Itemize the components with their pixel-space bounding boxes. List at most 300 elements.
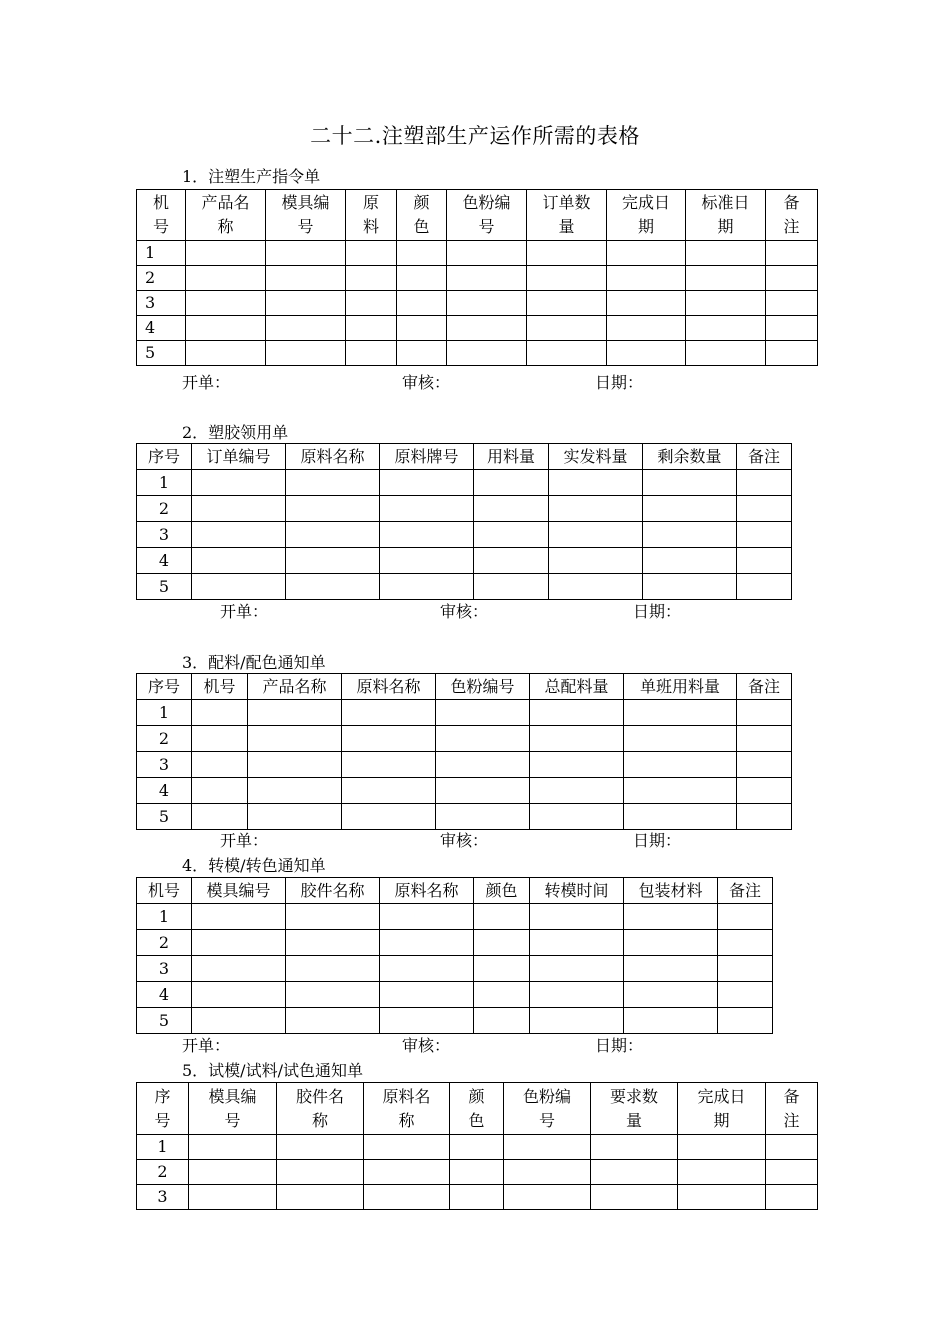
blank-cell[interactable] bbox=[192, 496, 286, 522]
table-row bbox=[137, 266, 818, 291]
blank-cell[interactable] bbox=[192, 548, 286, 574]
table-row bbox=[137, 291, 818, 316]
blank-cell[interactable] bbox=[186, 291, 266, 316]
blank-cell[interactable] bbox=[624, 904, 718, 930]
blank-cell[interactable] bbox=[686, 241, 766, 266]
blank-cell[interactable] bbox=[364, 1135, 450, 1160]
blank-cell[interactable] bbox=[527, 266, 607, 291]
blank-cell[interactable] bbox=[678, 1160, 766, 1185]
blank-cell[interactable] bbox=[189, 1135, 277, 1160]
blank-cell[interactable] bbox=[266, 241, 346, 266]
column-header-line: 称 bbox=[398, 1110, 415, 1130]
blank-cell[interactable] bbox=[530, 930, 624, 956]
blank-cell[interactable] bbox=[766, 291, 818, 316]
blank-cell[interactable] bbox=[277, 1135, 364, 1160]
blank-cell[interactable] bbox=[286, 982, 380, 1008]
blank-cell[interactable] bbox=[527, 241, 607, 266]
row-number: 4 bbox=[137, 316, 186, 341]
table-header-row bbox=[137, 878, 773, 904]
row-number: 3 bbox=[137, 1185, 189, 1210]
blank-cell[interactable] bbox=[549, 522, 643, 548]
column-header: 实发料量 bbox=[549, 444, 643, 470]
column-header: 机号 bbox=[137, 878, 192, 904]
column-header-line: 色粉编 bbox=[462, 193, 511, 212]
blank-cell[interactable] bbox=[718, 956, 773, 982]
blank-cell[interactable] bbox=[380, 982, 474, 1008]
blank-cell[interactable] bbox=[678, 1135, 766, 1160]
blank-cell[interactable] bbox=[549, 548, 643, 574]
date-label: 日期： bbox=[595, 1036, 644, 1055]
blank-cell[interactable] bbox=[624, 778, 737, 804]
column-header bbox=[527, 190, 607, 241]
column-header: 备注 bbox=[718, 878, 773, 904]
column-header: 原料名称 bbox=[286, 444, 380, 470]
form4-title: 4．转模/转色通知单 bbox=[182, 856, 326, 875]
table-row bbox=[137, 930, 773, 956]
blank-cell[interactable] bbox=[192, 752, 248, 778]
row-number: 1 bbox=[137, 470, 192, 496]
column-header-line: 模具编 bbox=[208, 1086, 257, 1106]
blank-cell[interactable] bbox=[530, 778, 624, 804]
blank-cell[interactable] bbox=[737, 752, 792, 778]
blank-cell[interactable] bbox=[286, 522, 380, 548]
form5-title: 5．试模/试料/试色通知单 bbox=[182, 1061, 363, 1080]
blank-cell[interactable] bbox=[266, 266, 346, 291]
column-header: 剩余数量 bbox=[643, 444, 737, 470]
table-row bbox=[137, 316, 818, 341]
blank-cell[interactable] bbox=[549, 574, 643, 600]
table-header-row bbox=[137, 674, 792, 700]
blank-cell[interactable] bbox=[766, 266, 818, 291]
row-number: 3 bbox=[137, 291, 186, 316]
blank-cell[interactable] bbox=[643, 496, 737, 522]
column-header-line: 序 bbox=[154, 1086, 171, 1106]
blank-cell[interactable] bbox=[192, 1008, 286, 1034]
blank-cell[interactable] bbox=[192, 982, 286, 1008]
blank-cell[interactable] bbox=[686, 291, 766, 316]
blank-cell[interactable] bbox=[766, 1135, 818, 1160]
blank-cell[interactable] bbox=[474, 470, 549, 496]
blank-cell[interactable] bbox=[766, 1185, 818, 1210]
table-header-row bbox=[137, 444, 792, 470]
blank-cell[interactable] bbox=[766, 241, 818, 266]
blank-cell[interactable] bbox=[766, 1160, 818, 1185]
blank-cell[interactable] bbox=[504, 1185, 591, 1210]
blank-cell[interactable] bbox=[737, 700, 792, 726]
column-header: 色粉编号 bbox=[436, 674, 530, 700]
row-number: 2 bbox=[137, 930, 192, 956]
blank-cell[interactable] bbox=[286, 1008, 380, 1034]
column-header-line: 要求数 bbox=[609, 1086, 658, 1106]
column-header-line: 号 bbox=[478, 217, 495, 236]
column-header bbox=[266, 190, 346, 241]
column-header-line: 颜 bbox=[468, 1086, 485, 1106]
column-header-line: 备 bbox=[783, 1086, 800, 1106]
blank-cell[interactable] bbox=[607, 291, 686, 316]
blank-cell[interactable] bbox=[192, 522, 286, 548]
column-header-line: 完成日 bbox=[697, 1086, 746, 1106]
column-header: 胶件名称 bbox=[286, 878, 380, 904]
column-header bbox=[277, 1083, 364, 1135]
table-row bbox=[137, 1185, 818, 1210]
column-header-line: 号 bbox=[152, 217, 169, 236]
reviewer-label: 审核： bbox=[402, 373, 451, 392]
table-header-row bbox=[137, 1083, 818, 1135]
row-number: 3 bbox=[137, 522, 192, 548]
blank-cell[interactable] bbox=[248, 778, 342, 804]
column-header bbox=[450, 1083, 504, 1135]
column-header: 包装材料 bbox=[624, 878, 718, 904]
column-header bbox=[686, 190, 766, 241]
column-header bbox=[346, 190, 397, 241]
blank-cell[interactable] bbox=[436, 700, 530, 726]
column-header: 原料名称 bbox=[380, 878, 474, 904]
blank-cell[interactable] bbox=[380, 930, 474, 956]
blank-cell[interactable] bbox=[450, 1135, 504, 1160]
blank-cell[interactable] bbox=[643, 522, 737, 548]
column-header bbox=[397, 190, 447, 241]
blank-cell[interactable] bbox=[450, 1160, 504, 1185]
blank-cell[interactable] bbox=[530, 752, 624, 778]
blank-cell[interactable] bbox=[591, 1160, 678, 1185]
blank-cell[interactable] bbox=[189, 1160, 277, 1185]
blank-cell[interactable] bbox=[248, 804, 342, 830]
column-header-line: 胶件名 bbox=[295, 1086, 344, 1106]
blank-cell[interactable] bbox=[266, 316, 346, 341]
blank-cell[interactable] bbox=[380, 956, 474, 982]
blank-cell[interactable] bbox=[346, 316, 397, 341]
blank-cell[interactable] bbox=[737, 778, 792, 804]
blank-cell[interactable] bbox=[678, 1185, 766, 1210]
blank-cell[interactable] bbox=[474, 1008, 530, 1034]
blank-cell[interactable] bbox=[186, 266, 266, 291]
blank-cell[interactable] bbox=[686, 266, 766, 291]
blank-cell[interactable] bbox=[474, 522, 549, 548]
blank-cell[interactable] bbox=[186, 241, 266, 266]
table-row bbox=[137, 574, 792, 600]
blank-cell[interactable] bbox=[266, 291, 346, 316]
blank-cell[interactable] bbox=[189, 1185, 277, 1210]
blank-cell[interactable] bbox=[397, 316, 447, 341]
blank-cell[interactable] bbox=[266, 341, 346, 366]
blank-cell[interactable] bbox=[380, 904, 474, 930]
blank-cell[interactable] bbox=[718, 982, 773, 1008]
row-number: 4 bbox=[137, 778, 192, 804]
blank-cell[interactable] bbox=[624, 752, 737, 778]
column-header-line: 期 bbox=[717, 217, 734, 236]
blank-cell[interactable] bbox=[474, 982, 530, 1008]
column-header-line: 期 bbox=[637, 217, 654, 236]
blank-cell[interactable] bbox=[643, 574, 737, 600]
blank-cell[interactable] bbox=[248, 752, 342, 778]
blank-cell[interactable] bbox=[527, 341, 607, 366]
blank-cell[interactable] bbox=[474, 956, 530, 982]
blank-cell[interactable] bbox=[397, 291, 447, 316]
column-header: 机号 bbox=[192, 674, 248, 700]
column-header-line: 颜 bbox=[413, 193, 430, 212]
row-number: 1 bbox=[137, 904, 192, 930]
column-header bbox=[766, 1083, 818, 1135]
issuer-label: 开单： bbox=[182, 1036, 231, 1055]
blank-cell[interactable] bbox=[530, 904, 624, 930]
blank-cell[interactable] bbox=[342, 752, 436, 778]
blank-cell[interactable] bbox=[737, 804, 792, 830]
blank-cell[interactable] bbox=[549, 496, 643, 522]
column-header bbox=[189, 1083, 277, 1135]
blank-cell[interactable] bbox=[192, 700, 248, 726]
blank-cell[interactable] bbox=[380, 548, 474, 574]
column-header-line: 量 bbox=[625, 1110, 642, 1130]
blank-cell[interactable] bbox=[192, 930, 286, 956]
column-header: 产品名称 bbox=[248, 674, 342, 700]
blank-cell[interactable] bbox=[192, 726, 248, 752]
table-row bbox=[137, 1008, 773, 1034]
blank-cell[interactable] bbox=[380, 496, 474, 522]
row-number: 2 bbox=[137, 1160, 189, 1185]
column-header-line: 料 bbox=[362, 217, 379, 236]
column-header-line: 模具编 bbox=[281, 193, 330, 212]
column-header: 备注 bbox=[737, 444, 792, 470]
blank-cell[interactable] bbox=[286, 574, 380, 600]
blank-cell[interactable] bbox=[643, 548, 737, 574]
trial-notice-table bbox=[136, 1082, 818, 1210]
column-header-line: 注 bbox=[783, 1110, 800, 1130]
blank-cell[interactable] bbox=[286, 904, 380, 930]
column-header: 颜色 bbox=[474, 878, 530, 904]
blank-cell[interactable] bbox=[474, 548, 549, 574]
blank-cell[interactable] bbox=[624, 930, 718, 956]
row-number: 2 bbox=[137, 266, 186, 291]
blank-cell[interactable] bbox=[643, 470, 737, 496]
blank-cell[interactable] bbox=[192, 956, 286, 982]
column-header-line: 色 bbox=[413, 217, 430, 236]
row-number: 1 bbox=[137, 700, 192, 726]
blank-cell[interactable] bbox=[504, 1135, 591, 1160]
blank-cell[interactable] bbox=[624, 982, 718, 1008]
blank-cell[interactable] bbox=[737, 496, 792, 522]
blank-cell[interactable] bbox=[380, 522, 474, 548]
blank-cell[interactable] bbox=[591, 1185, 678, 1210]
blank-cell[interactable] bbox=[474, 904, 530, 930]
column-header: 序号 bbox=[137, 674, 192, 700]
mold-change-table bbox=[136, 877, 773, 1034]
blank-cell[interactable] bbox=[436, 752, 530, 778]
blank-cell[interactable] bbox=[737, 548, 792, 574]
blank-cell[interactable] bbox=[186, 341, 266, 366]
table-row bbox=[137, 341, 818, 366]
blank-cell[interactable] bbox=[504, 1160, 591, 1185]
column-header-line: 原料名 bbox=[382, 1086, 431, 1106]
table-row bbox=[137, 982, 773, 1008]
blank-cell[interactable] bbox=[277, 1160, 364, 1185]
blank-cell[interactable] bbox=[530, 956, 624, 982]
column-header-line: 号 bbox=[154, 1110, 171, 1130]
blank-cell[interactable] bbox=[737, 726, 792, 752]
row-number: 5 bbox=[137, 341, 186, 366]
blank-cell[interactable] bbox=[607, 316, 686, 341]
column-header-line: 原 bbox=[362, 193, 379, 212]
date-label: 日期： bbox=[595, 373, 644, 392]
column-header-line: 号 bbox=[224, 1110, 241, 1130]
blank-cell[interactable] bbox=[718, 1008, 773, 1034]
date-label: 日期： bbox=[633, 602, 682, 621]
column-header-line: 称 bbox=[311, 1110, 328, 1130]
issuer-label: 开单： bbox=[220, 602, 269, 621]
column-header-line: 完成日 bbox=[621, 193, 670, 212]
blank-cell[interactable] bbox=[277, 1185, 364, 1210]
blank-cell[interactable] bbox=[192, 574, 286, 600]
blank-cell[interactable] bbox=[286, 548, 380, 574]
column-header bbox=[591, 1083, 678, 1135]
blank-cell[interactable] bbox=[192, 904, 286, 930]
table-row bbox=[137, 470, 792, 496]
issuer-label: 开单： bbox=[182, 373, 231, 392]
blank-cell[interactable] bbox=[686, 341, 766, 366]
table-row bbox=[137, 522, 792, 548]
blank-cell[interactable] bbox=[591, 1135, 678, 1160]
blank-cell[interactable] bbox=[346, 291, 397, 316]
blank-cell[interactable] bbox=[397, 266, 447, 291]
form2-title: 2．塑胶领用单 bbox=[182, 423, 289, 442]
blank-cell[interactable] bbox=[624, 804, 737, 830]
blank-cell[interactable] bbox=[549, 470, 643, 496]
blank-cell[interactable] bbox=[530, 700, 624, 726]
blank-cell[interactable] bbox=[380, 1008, 474, 1034]
blank-cell[interactable] bbox=[436, 778, 530, 804]
blank-cell[interactable] bbox=[530, 726, 624, 752]
blank-cell[interactable] bbox=[364, 1185, 450, 1210]
blank-cell[interactable] bbox=[342, 700, 436, 726]
blank-cell[interactable] bbox=[192, 778, 248, 804]
column-header: 总配料量 bbox=[530, 674, 624, 700]
column-header-line: 称 bbox=[217, 217, 234, 236]
table-row bbox=[137, 956, 773, 982]
blank-cell[interactable] bbox=[380, 574, 474, 600]
blank-cell[interactable] bbox=[192, 804, 248, 830]
blank-cell[interactable] bbox=[447, 266, 527, 291]
blank-cell[interactable] bbox=[346, 341, 397, 366]
row-number: 2 bbox=[137, 496, 192, 522]
column-header-line: 号 bbox=[297, 217, 314, 236]
column-header: 模具编号 bbox=[192, 878, 286, 904]
column-header bbox=[137, 1083, 189, 1135]
blank-cell[interactable] bbox=[737, 522, 792, 548]
column-header-line: 号 bbox=[538, 1110, 555, 1130]
row-number: 5 bbox=[137, 1008, 192, 1034]
table-row bbox=[137, 726, 792, 752]
row-number: 1 bbox=[137, 1135, 189, 1160]
blank-cell[interactable] bbox=[447, 316, 527, 341]
blank-cell[interactable] bbox=[474, 574, 549, 600]
row-number: 5 bbox=[137, 804, 192, 830]
reviewer-label: 审核： bbox=[402, 1036, 451, 1055]
blank-cell[interactable] bbox=[186, 316, 266, 341]
column-header-line: 订单数 bbox=[542, 193, 591, 212]
production-order-table bbox=[136, 189, 818, 366]
date-label: 日期： bbox=[633, 831, 682, 850]
blank-cell[interactable] bbox=[342, 804, 436, 830]
column-header bbox=[504, 1083, 591, 1135]
column-header-line: 机 bbox=[152, 193, 169, 212]
page-title: 二十二.注塑部生产运作所需的表格 bbox=[310, 124, 640, 148]
blank-cell[interactable] bbox=[530, 1008, 624, 1034]
column-header: 订单编号 bbox=[192, 444, 286, 470]
blank-cell[interactable] bbox=[624, 1008, 718, 1034]
blank-cell[interactable] bbox=[248, 700, 342, 726]
table-row bbox=[137, 778, 792, 804]
blank-cell[interactable] bbox=[346, 241, 397, 266]
blank-cell[interactable] bbox=[474, 930, 530, 956]
blank-cell[interactable] bbox=[737, 470, 792, 496]
blank-cell[interactable] bbox=[192, 470, 286, 496]
row-number: 1 bbox=[137, 241, 186, 266]
blank-cell[interactable] bbox=[380, 470, 474, 496]
blank-cell[interactable] bbox=[718, 904, 773, 930]
blank-cell[interactable] bbox=[286, 470, 380, 496]
blank-cell[interactable] bbox=[624, 726, 737, 752]
column-header-line: 备 bbox=[783, 193, 800, 212]
reviewer-label: 审核： bbox=[440, 831, 489, 850]
column-header: 原料名称 bbox=[342, 674, 436, 700]
blank-cell[interactable] bbox=[718, 930, 773, 956]
blank-cell[interactable] bbox=[397, 241, 447, 266]
row-number: 4 bbox=[137, 548, 192, 574]
blank-cell[interactable] bbox=[346, 266, 397, 291]
blank-cell[interactable] bbox=[474, 496, 549, 522]
blank-cell[interactable] bbox=[342, 726, 436, 752]
blank-cell[interactable] bbox=[447, 241, 527, 266]
blank-cell[interactable] bbox=[286, 956, 380, 982]
column-header bbox=[447, 190, 527, 241]
blank-cell[interactable] bbox=[607, 266, 686, 291]
material-requisition-table bbox=[136, 443, 792, 600]
blank-cell[interactable] bbox=[286, 496, 380, 522]
blank-cell[interactable] bbox=[342, 778, 436, 804]
blank-cell[interactable] bbox=[447, 291, 527, 316]
blank-cell[interactable] bbox=[530, 804, 624, 830]
row-number: 3 bbox=[137, 956, 192, 982]
column-header: 转模时间 bbox=[530, 878, 624, 904]
blank-cell[interactable] bbox=[397, 341, 447, 366]
table-row bbox=[137, 752, 792, 778]
blank-cell[interactable] bbox=[737, 574, 792, 600]
blank-cell[interactable] bbox=[686, 316, 766, 341]
row-number: 4 bbox=[137, 982, 192, 1008]
blank-cell[interactable] bbox=[527, 316, 607, 341]
blank-cell[interactable] bbox=[436, 726, 530, 752]
column-header-line: 色 bbox=[468, 1110, 485, 1130]
row-number: 5 bbox=[137, 574, 192, 600]
blank-cell[interactable] bbox=[447, 341, 527, 366]
column-header bbox=[364, 1083, 450, 1135]
blank-cell[interactable] bbox=[436, 804, 530, 830]
blank-cell[interactable] bbox=[527, 291, 607, 316]
blank-cell[interactable] bbox=[766, 316, 818, 341]
blank-cell[interactable] bbox=[450, 1185, 504, 1210]
blank-cell[interactable] bbox=[766, 341, 818, 366]
blank-cell[interactable] bbox=[530, 982, 624, 1008]
blank-cell[interactable] bbox=[624, 956, 718, 982]
blank-cell[interactable] bbox=[624, 700, 737, 726]
table-row bbox=[137, 496, 792, 522]
issuer-label: 开单： bbox=[220, 831, 269, 850]
blank-cell[interactable] bbox=[248, 726, 342, 752]
blank-cell[interactable] bbox=[286, 930, 380, 956]
blank-cell[interactable] bbox=[607, 241, 686, 266]
column-header bbox=[766, 190, 818, 241]
blank-cell[interactable] bbox=[607, 341, 686, 366]
blank-cell[interactable] bbox=[364, 1160, 450, 1185]
